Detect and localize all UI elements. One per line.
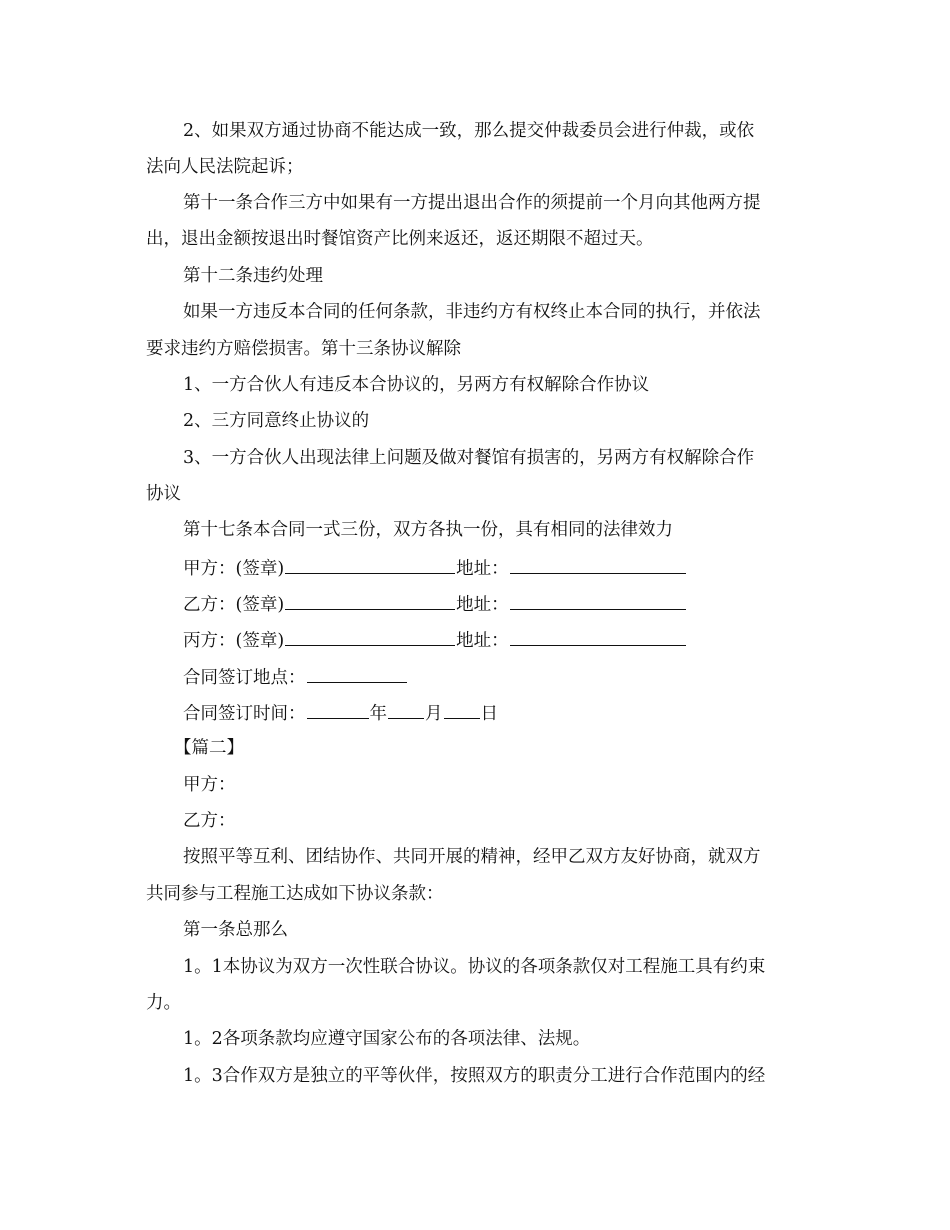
paragraph-line: 协议 bbox=[146, 484, 181, 504]
party-a-line: 甲方： bbox=[183, 775, 236, 795]
signing-time-row bbox=[183, 700, 498, 726]
paragraph-line: 力。 bbox=[146, 993, 181, 1013]
paragraph-line: 1。1本协议为双方一次性联合协议。协议的各项条款仅对工程施工具有约束 bbox=[183, 957, 766, 977]
day-blank bbox=[444, 700, 480, 719]
address-blank bbox=[510, 591, 686, 610]
address-blank bbox=[510, 627, 686, 646]
paragraph-line: 第十七条本合同一式三份，双方各执一份，具有相同的法律效力 bbox=[183, 520, 673, 540]
address-label: 地址： bbox=[456, 631, 509, 651]
party-label: 甲方：(签章) bbox=[183, 559, 285, 579]
paragraph-line: 2、三方同意终止协议的 bbox=[183, 411, 370, 431]
paragraph-line: 按照平等互利、团结协作、共同开展的精神，经甲乙双方友好协商，就双方 bbox=[183, 847, 761, 867]
paragraph-line: 要求违约方赔偿损害。第十三条协议解除 bbox=[146, 339, 461, 359]
month-label: 月 bbox=[425, 704, 443, 724]
signature-blank bbox=[285, 591, 455, 610]
paragraph-line: 第十一条合作三方中如果有一方提出退出合作的须提前一个月向其他两方提 bbox=[183, 193, 761, 213]
year-blank bbox=[307, 700, 369, 719]
address-blank bbox=[510, 555, 686, 574]
paragraph-line: 3、一方合伙人出现法律上问题及做对餐馆有损害的，另两方有权解除合作 bbox=[183, 448, 755, 468]
signing-place-blank bbox=[307, 664, 407, 683]
day-label: 日 bbox=[480, 704, 498, 724]
address-label: 地址： bbox=[456, 595, 509, 615]
section-title: 【篇二】 bbox=[174, 738, 244, 758]
party-b-line: 乙方： bbox=[183, 811, 236, 831]
paragraph-line: 2、如果双方通过协商不能达成一致，那么提交仲裁委员会进行仲裁，或依 bbox=[183, 121, 755, 141]
party-label: 乙方：(签章) bbox=[183, 595, 285, 615]
paragraph-line: 共同参与工程施工达成如下协议条款： bbox=[146, 884, 444, 904]
paragraph-line: 出，退出金额按退出时餐馆资产比例来返还，返还期限不超过天。 bbox=[146, 229, 654, 249]
year-label: 年 bbox=[369, 704, 387, 724]
paragraph-line: 法向人民法院起诉； bbox=[146, 157, 304, 177]
paragraph-line: 如果一方违反本合同的任何条款，非违约方有权终止本合同的执行，并依法 bbox=[183, 302, 761, 322]
party-label: 丙方：(签章) bbox=[183, 631, 285, 651]
signature-row bbox=[183, 591, 687, 617]
signing-place-label: 合同签订地点： bbox=[183, 668, 306, 688]
signature-row bbox=[183, 627, 687, 653]
signing-time-label: 合同签订时间： bbox=[183, 704, 306, 724]
signature-row bbox=[183, 555, 687, 581]
address-label: 地址： bbox=[456, 559, 509, 579]
paragraph-line: 1。2各项条款均应遵守国家公布的各项法律、法规。 bbox=[183, 1029, 591, 1049]
paragraph-line: 1。3合作双方是独立的平等伙伴，按照双方的职责分工进行合作范围内的经 bbox=[183, 1066, 766, 1086]
signing-place-row bbox=[183, 664, 408, 690]
month-blank bbox=[388, 700, 424, 719]
signature-blank bbox=[285, 627, 455, 646]
signature-blank bbox=[285, 555, 455, 574]
article-heading: 第一条总那么 bbox=[183, 920, 288, 940]
paragraph-line: 1、一方合伙人有违反本合协议的，另两方有权解除合作协议 bbox=[183, 375, 650, 395]
article-heading: 第十二条违约处理 bbox=[183, 266, 323, 286]
